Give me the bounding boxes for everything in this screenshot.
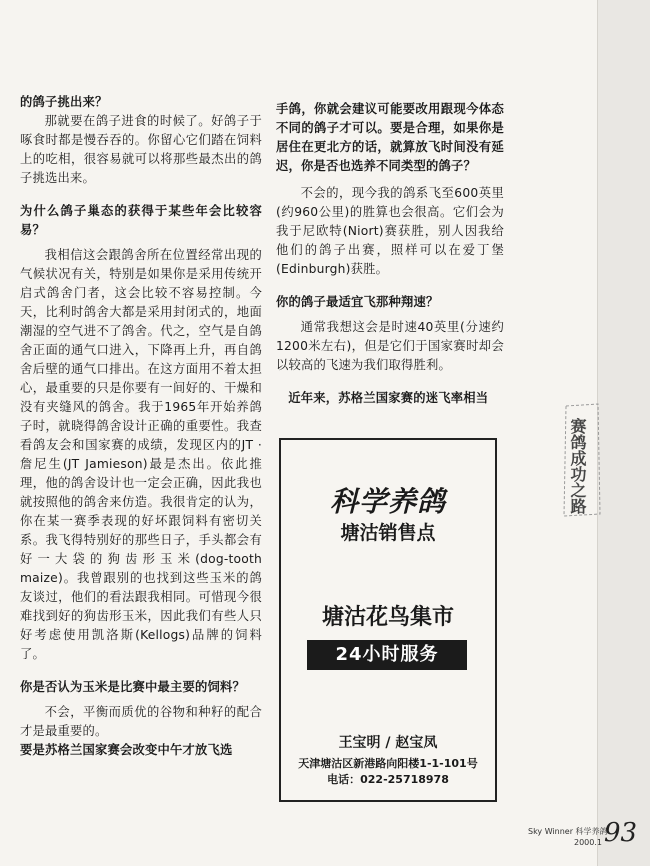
facing-page-edge [597,0,650,866]
right-column [276,100,504,408]
ad-market-name: 塘沽花鸟集市 [321,605,454,630]
page-number: 93 [604,818,638,848]
continued-question: 要是苏格兰国家赛会改变中午才放飞选 [20,743,233,757]
question-heading: 你是否认为玉米是比赛中最主要的饲料？ [20,680,245,694]
answer-paragraph: 那就要在鸽子进食的时候了。好鸽子于啄食时都是慢吞吞的。你留心它们踏在饲料上的吃相，很容易就可以将那些最杰出的鸽子挑选出来。 [20,114,262,185]
ad-phone: 电话：022-25718978 [327,773,449,786]
section-stamp-label: 赛鸽成功之路 [568,418,587,514]
question-heading: 手鸽，你就会建议可能要改用跟现今体态不同的鸽子才可以。要是合理，如果你是居住在更北方的话，就算放飞时间没有延迟，你是否也选养不同类型的鸽子？ [276,102,504,173]
question-heading: 你的鸽子最适宜飞那种翔速？ [276,295,439,309]
advertisement-box [279,438,497,802]
answer-paragraph: 不会的，现今我的鸽系飞至600英里(约960公里)的胜算也会很高。它们会为我于尼欧特(Niort)赛获胜，别人因我给他们的鸽子出赛，照样可以在爱丁堡(Edinburgh)获胜。 [276,186,504,276]
answer-paragraph: 不会，平衡而质优的谷物和种籽的配合才是最重要的。 [20,705,262,738]
ad-contact-names: 王宝明 / 赵宝凤 [338,735,438,751]
footer-issue: 2000.1 [574,838,602,847]
question-heading: 为什么鸽子巢态的获得于某些年会比较容易？ [20,204,262,237]
left-column [20,93,262,760]
ad-subtitle: 塘沽销售点 [340,522,436,544]
answer-paragraph: 我相信这会跟鸽舍所在位置经常出现的气候状况有关，特别是如果你是采用传统开启式鸽舍门者，这会比较不容易控制。今天，比利时鸽舍大都是采用封闭式的，地面潮湿的空气进不了鸽舍。代之，空气是自鸽舍正面的通气口进入，下降再上升，再自鸽舍后壁的通气口排出。在这方面用不着太担心，最重要的只是你要有一间好的、干燥和没有夹缝风的鸽舍。我于1965年开始养鸽子时，就晓得鸽舍设计正确的重要性。我查看鸽友会和国家赛的成绩，发现区内的JT · 詹尼生(JT Jamieson)最是杰出。依此推理，他的鸽舍设计也一定会正确，因此我也就按照他的鸽舍来仿造。我很肯定的认为，你在某一赛季表现的好坏跟饲料有密切关系。我飞得特别好的那些日子，手头都会有好一大袋的狗齿形玉米(dog-tooth maize)。我曾跟别的也找到这些玉米的鸽友谈过，他们的看法跟我相同。可惜现今很难找到好的狗齿形玉米，因此我们有些人只好考虑使用凯洛斯(Kellogs)品牌的饲料了。 [20,248,262,661]
ad-title: 科学养鸽 [329,485,446,518]
footer-magazine: Sky Winner 科学养鸽 [528,827,608,836]
continued-question: 的鸽子挑出来？ [20,95,108,109]
ad-service-banner: 24小时服务 [307,640,467,670]
ad-address: 天津塘沽区新港路向阳楼1-1-101号 [298,757,478,770]
answer-paragraph: 通常我想这会是时速40英里(分速约1200米左右)，但是它们于国家赛时却会以较高的飞速为我们取得胜利。 [276,320,504,372]
answer-paragraph: 近年来，苏格兰国家赛的迷飞率相当 [288,391,489,405]
